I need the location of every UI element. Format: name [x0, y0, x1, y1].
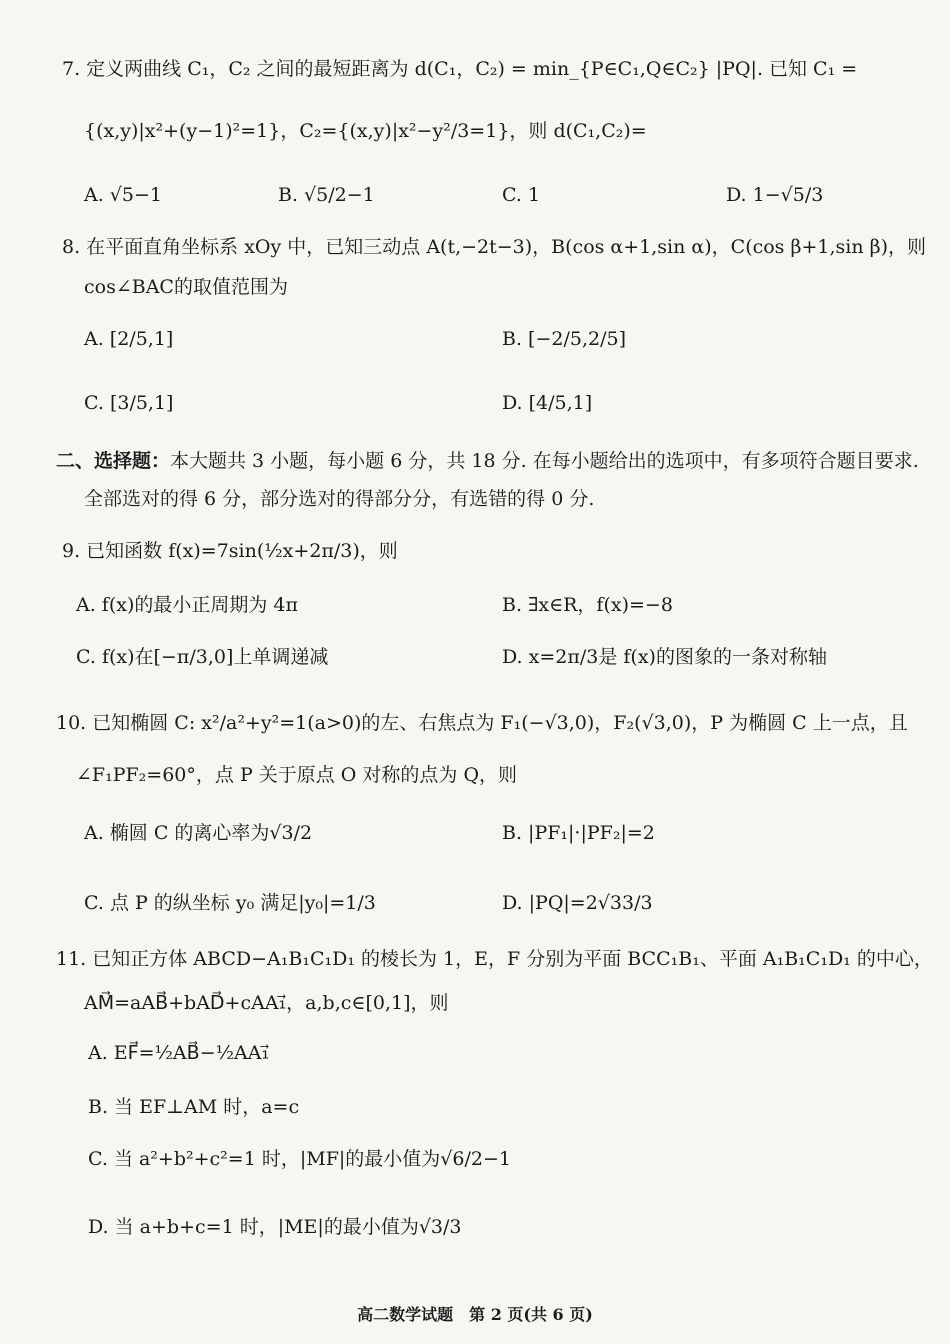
q10-stem-line2: ∠F₁PF₂=60°，点 P 关于原点 O 对称的点为 Q，则 — [76, 764, 518, 786]
q8-stem-line2: cos∠BAC的取值范围为 — [84, 276, 288, 298]
page-footer: 高二数学试题 第 2 页(共 6 页) — [357, 1305, 593, 1324]
q11-stem-line2: AM⃗=aAB⃗+bAD⃗+cAA₁⃗，a,b,c∈[0,1]，则 — [84, 992, 449, 1014]
q7-stem-line1: 7. 定义两曲线 C₁，C₂ 之间的最短距离为 d(C₁，C₂) = min_{P∈C₁,Q∈C₂} |PQ|. 已知 C₁ = — [62, 58, 858, 80]
q10-option-d: D. |PQ|=2√33/3 — [502, 892, 653, 914]
q7-option-b: B. √5/2−1 — [278, 184, 375, 206]
q11-option-a: A. EF⃗=½AB⃗−½AA₁⃗ — [88, 1042, 270, 1064]
q11-option-c: C. 当 a²+b²+c²=1 时，|MF|的最小值为√6/2−1 — [88, 1148, 511, 1170]
q8-stem-line1: 8. 在平面直角坐标系 xOy 中，已知三动点 A(t,−2t−3)，B(cos α+1,sin α)，C(cos β+1,sin β)，则 — [62, 236, 927, 258]
q10-option-b: B. |PF₁|·|PF₂|=2 — [502, 822, 655, 844]
q8-option-b: B. [−2/5,2/5] — [502, 328, 626, 350]
section2-header — [56, 450, 919, 473]
q9-option-b: B. ∃x∈R，f(x)=−8 — [502, 594, 673, 616]
q8-option-d: D. [4/5,1] — [502, 392, 593, 414]
section2-title: 二、选择题： — [56, 450, 171, 472]
q7-option-a: A. √5−1 — [84, 184, 163, 206]
q8-option-c: C. [3/5,1] — [84, 392, 174, 414]
q11-option-b: B. 当 EF⊥AM 时，a=c — [88, 1096, 300, 1118]
q9-stem: 9. 已知函数 f(x)=7sin(½x+2π/3)，则 — [62, 540, 398, 562]
q9-option-d: D. x=2π/3是 f(x)的图象的一条对称轴 — [502, 646, 827, 668]
q10-option-a: A. 椭圆 C 的离心率为√3/2 — [84, 822, 313, 844]
q10-stem-line1: 10. 已知椭圆 C: x²/a²+y²=1(a>0)的左、右焦点为 F₁(−√3,0)，F₂(√3,0)，P 为椭圆 C 上一点，且 — [56, 712, 908, 734]
q7-option-c: C. 1 — [502, 184, 541, 206]
q9-option-a: A. f(x)的最小正周期为 4π — [76, 594, 298, 616]
section2-instructions-line1: 本大题共 3 小题，每小题 6 分，共 18 分. 在每小题给出的选项中，有多项符合题目要求. — [170, 450, 919, 472]
q11-stem-line1: 11. 已知正方体 ABCD−A₁B₁C₁D₁ 的棱长为 1，E，F 分别为平面 BCC₁B₁、平面 A₁B₁C₁D₁ 的中心， — [56, 948, 933, 970]
section2-instructions-line2: 全部选对的得 6 分，部分选对的得部分分，有选错的得 0 分. — [84, 488, 595, 510]
q7-stem-line2: {(x,y)|x²+(y−1)²=1}，C₂={(x,y)|x²−y²/3=1}，则 d(C₁,C₂)= — [84, 120, 647, 142]
q11-option-d: D. 当 a+b+c=1 时，|ME|的最小值为√3/3 — [88, 1216, 462, 1238]
q7-option-d: D. 1−√5/3 — [726, 184, 824, 206]
q10-option-c: C. 点 P 的纵坐标 y₀ 满足|y₀|=1/3 — [84, 892, 376, 914]
q8-option-a: A. [2/5,1] — [84, 328, 174, 350]
q9-option-c: C. f(x)在[−π/3,0]上单调递减 — [76, 646, 329, 668]
